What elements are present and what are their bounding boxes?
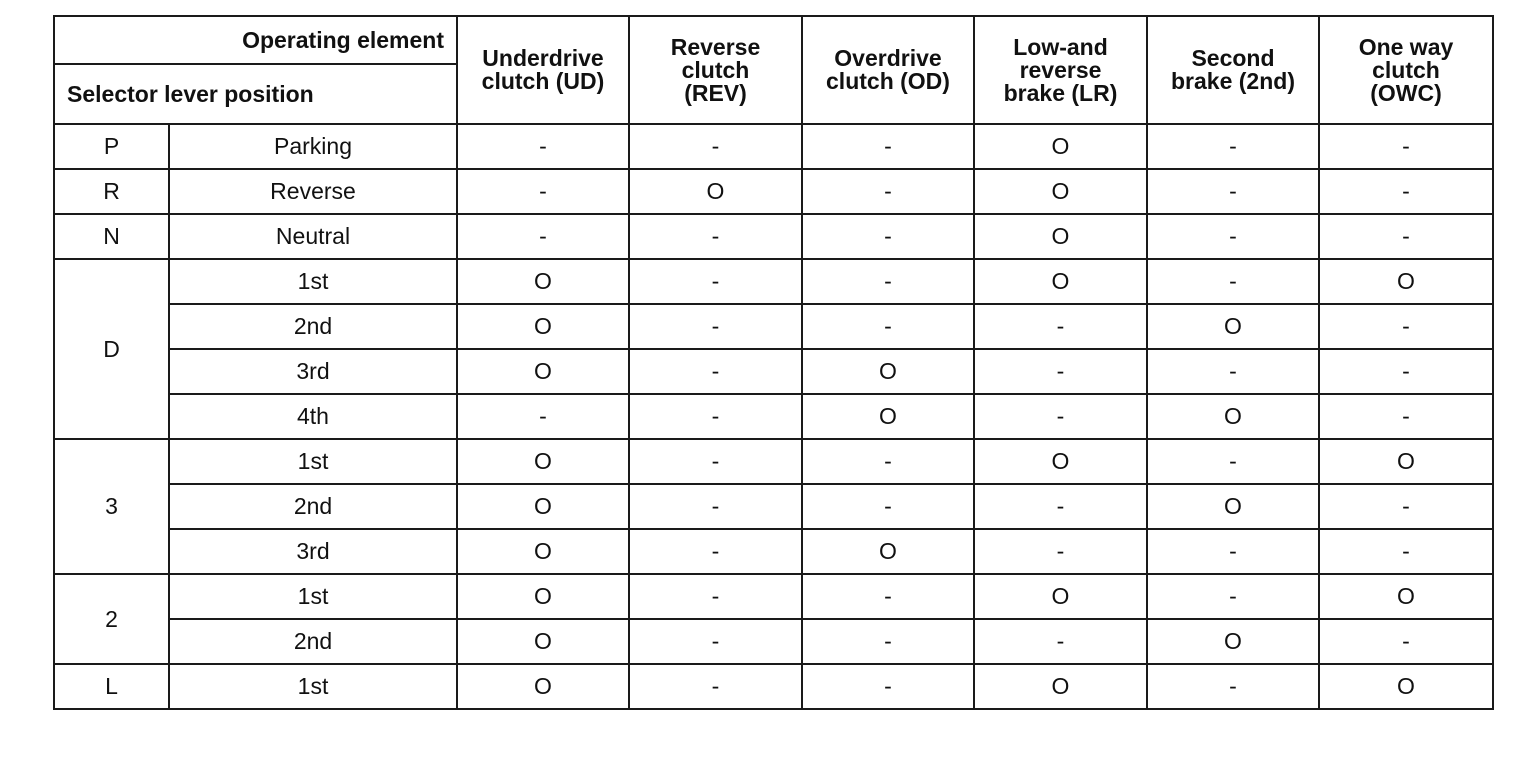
gear-cell: 2nd xyxy=(169,304,457,349)
not-engaged-cell: - xyxy=(629,574,802,619)
not-engaged-cell: - xyxy=(629,304,802,349)
column-header-line: reverse xyxy=(1019,56,1102,83)
selector-lever-position-header: Selector lever position xyxy=(54,64,457,124)
not-engaged-cell: - xyxy=(974,349,1147,394)
gear-cell: 1st xyxy=(169,439,457,484)
engaged-mark-cell: O xyxy=(974,664,1147,709)
not-engaged-cell: - xyxy=(974,394,1147,439)
selector-position-cell: L xyxy=(54,664,169,709)
selector-position-cell: 3 xyxy=(54,439,169,574)
table-row xyxy=(54,169,1493,214)
not-engaged-cell: - xyxy=(1147,124,1319,169)
column-header-line: Second xyxy=(1191,45,1275,71)
gear-cell: 4th xyxy=(169,394,457,439)
engaged-mark-cell: O xyxy=(974,259,1147,304)
not-engaged-cell: - xyxy=(1147,574,1319,619)
not-engaged-cell: - xyxy=(629,124,802,169)
gear-cell: 2nd xyxy=(169,619,457,664)
column-header xyxy=(802,16,974,124)
column-header-line: One way xyxy=(1358,33,1454,60)
not-engaged-cell: - xyxy=(457,124,629,169)
engaged-mark-cell: O xyxy=(457,664,629,709)
engaged-mark-cell: O xyxy=(802,349,974,394)
operating-element-table xyxy=(53,15,1494,710)
column-header-line: brake (LR) xyxy=(1003,79,1118,106)
table-row xyxy=(54,349,1493,394)
not-engaged-cell: - xyxy=(1319,394,1493,439)
gear-cell: 1st xyxy=(169,259,457,304)
gear-cell: Parking xyxy=(169,124,457,169)
not-engaged-cell: - xyxy=(629,529,802,574)
column-header-line: Low-and xyxy=(1013,33,1108,60)
not-engaged-cell: - xyxy=(629,259,802,304)
table-row xyxy=(54,484,1493,529)
not-engaged-cell: - xyxy=(974,619,1147,664)
column-header-line: clutch (OD) xyxy=(826,68,950,94)
engaged-mark-cell: O xyxy=(974,574,1147,619)
engaged-mark-cell: O xyxy=(1147,619,1319,664)
engaged-mark-cell: O xyxy=(1147,484,1319,529)
not-engaged-cell: - xyxy=(1147,349,1319,394)
table-row xyxy=(54,529,1493,574)
not-engaged-cell: - xyxy=(1319,619,1493,664)
engaged-mark-cell: O xyxy=(802,394,974,439)
column-header xyxy=(629,16,802,124)
column-header xyxy=(457,16,629,124)
column-header-line: clutch xyxy=(681,56,750,83)
column-header-line: (OWC) xyxy=(1370,79,1442,106)
not-engaged-cell: - xyxy=(1147,529,1319,574)
not-engaged-cell: - xyxy=(802,214,974,259)
table-row xyxy=(54,439,1493,484)
not-engaged-cell: - xyxy=(802,439,974,484)
not-engaged-cell: - xyxy=(629,439,802,484)
not-engaged-cell: - xyxy=(1147,169,1319,214)
not-engaged-cell: - xyxy=(1147,214,1319,259)
not-engaged-cell: - xyxy=(974,304,1147,349)
gear-cell: 1st xyxy=(169,664,457,709)
engaged-mark-cell: O xyxy=(802,529,974,574)
not-engaged-cell: - xyxy=(629,394,802,439)
table-row xyxy=(54,664,1493,709)
not-engaged-cell: - xyxy=(457,169,629,214)
engaged-mark-cell: O xyxy=(457,619,629,664)
engaged-mark-cell: O xyxy=(1319,574,1493,619)
not-engaged-cell: - xyxy=(1319,304,1493,349)
not-engaged-cell: - xyxy=(802,259,974,304)
column-header-line: Reverse xyxy=(670,33,761,60)
gear-cell: Reverse xyxy=(169,169,457,214)
engaged-mark-cell: O xyxy=(629,169,802,214)
not-engaged-cell: - xyxy=(802,484,974,529)
table-row xyxy=(54,574,1493,619)
engaged-mark-cell: O xyxy=(974,214,1147,259)
table-row xyxy=(54,214,1493,259)
not-engaged-cell: - xyxy=(802,619,974,664)
not-engaged-cell: - xyxy=(974,484,1147,529)
engaged-mark-cell: O xyxy=(457,259,629,304)
not-engaged-cell: - xyxy=(1319,124,1493,169)
not-engaged-cell: - xyxy=(802,664,974,709)
column-header-line: Underdrive xyxy=(482,45,604,71)
column-header xyxy=(1319,16,1493,124)
gear-cell: 3rd xyxy=(169,529,457,574)
engaged-mark-cell: O xyxy=(457,304,629,349)
selector-position-cell: 2 xyxy=(54,574,169,664)
not-engaged-cell: - xyxy=(1319,529,1493,574)
column-header-line: clutch xyxy=(1372,56,1440,83)
not-engaged-cell: - xyxy=(802,574,974,619)
column-header-line: clutch (UD) xyxy=(481,68,605,94)
not-engaged-cell: - xyxy=(629,664,802,709)
not-engaged-cell: - xyxy=(629,349,802,394)
not-engaged-cell: - xyxy=(629,214,802,259)
column-header-line: (REV) xyxy=(684,79,747,106)
engaged-mark-cell: O xyxy=(457,574,629,619)
column-header xyxy=(1147,16,1319,124)
column-header xyxy=(974,16,1147,124)
engaged-mark-cell: O xyxy=(974,439,1147,484)
engaged-mark-cell: O xyxy=(974,124,1147,169)
not-engaged-cell: - xyxy=(457,214,629,259)
not-engaged-cell: - xyxy=(1319,214,1493,259)
table-row xyxy=(54,619,1493,664)
gear-cell: 3rd xyxy=(169,349,457,394)
not-engaged-cell: - xyxy=(1319,349,1493,394)
engaged-mark-cell: O xyxy=(1147,304,1319,349)
engaged-mark-cell: O xyxy=(1319,259,1493,304)
engaged-mark-cell: O xyxy=(1147,394,1319,439)
table-row xyxy=(54,259,1493,304)
not-engaged-cell: - xyxy=(629,484,802,529)
gear-cell: 1st xyxy=(169,574,457,619)
not-engaged-cell: - xyxy=(1147,259,1319,304)
table-row xyxy=(54,394,1493,439)
not-engaged-cell: - xyxy=(1319,484,1493,529)
table-row xyxy=(54,304,1493,349)
not-engaged-cell: - xyxy=(802,124,974,169)
engaged-mark-cell: O xyxy=(1319,664,1493,709)
not-engaged-cell: - xyxy=(974,529,1147,574)
table-row xyxy=(54,124,1493,169)
engaged-mark-cell: O xyxy=(974,169,1147,214)
engaged-mark-cell: O xyxy=(1319,439,1493,484)
selector-position-cell: R xyxy=(54,169,169,214)
not-engaged-cell: - xyxy=(1147,664,1319,709)
header-row-top xyxy=(54,16,1493,64)
not-engaged-cell: - xyxy=(1319,169,1493,214)
column-header-line: brake (2nd) xyxy=(1171,68,1295,94)
engaged-mark-cell: O xyxy=(457,349,629,394)
engaged-mark-cell: O xyxy=(457,484,629,529)
selector-position-cell: N xyxy=(54,214,169,259)
gear-cell: 2nd xyxy=(169,484,457,529)
operating-element-header: Operating element xyxy=(54,16,457,64)
column-header-line: Overdrive xyxy=(834,45,942,71)
engaged-mark-cell: O xyxy=(457,439,629,484)
table-body xyxy=(54,16,1493,709)
selector-position-cell: P xyxy=(54,124,169,169)
not-engaged-cell: - xyxy=(629,619,802,664)
engaged-mark-cell: O xyxy=(457,529,629,574)
gear-cell: Neutral xyxy=(169,214,457,259)
not-engaged-cell: - xyxy=(457,394,629,439)
not-engaged-cell: - xyxy=(802,304,974,349)
not-engaged-cell: - xyxy=(1147,439,1319,484)
not-engaged-cell: - xyxy=(802,169,974,214)
selector-position-cell: D xyxy=(54,259,169,439)
